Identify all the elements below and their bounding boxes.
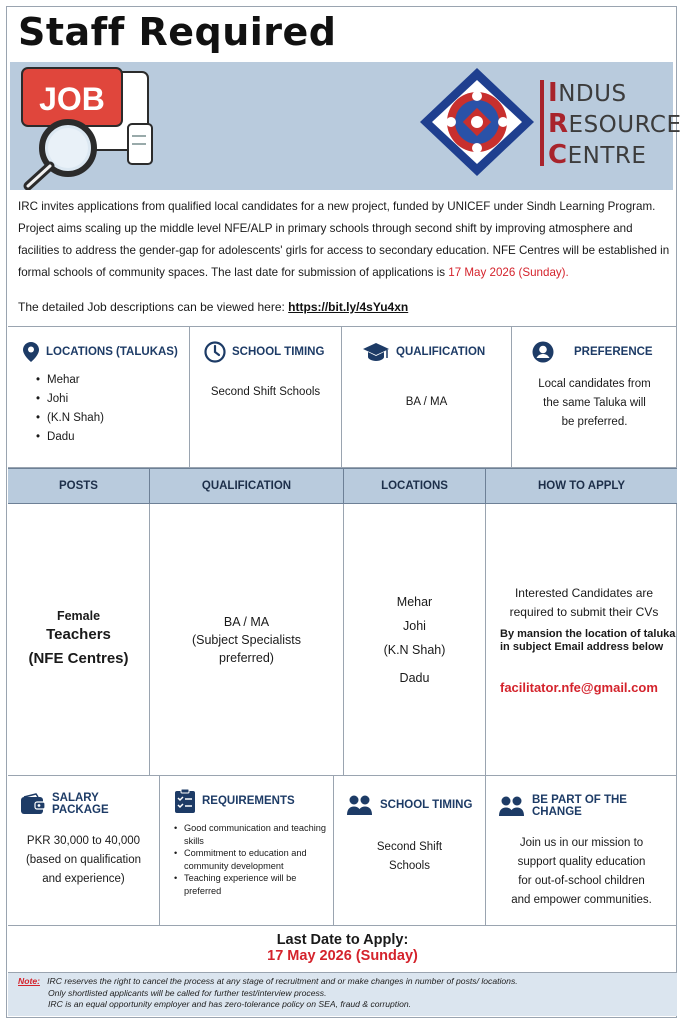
note-label: Note: [18, 976, 40, 986]
change-text: Join us in our mission to support quality education for out-of-school children and empower communities. [511, 837, 652, 906]
list-item: • Commitment to education and community development [174, 847, 329, 872]
locations-cell: Mehar Johi (K.N Shah) Dadu [344, 504, 486, 775]
locations-heading: LOCATIONS (TALUKAS) [46, 346, 178, 358]
change-heading: BE PART OF THE CHANGE [532, 794, 627, 818]
timing-bottom-text: Second Shift Schools [376, 841, 443, 872]
salary-card [8, 776, 160, 925]
footer-note [8, 972, 677, 1016]
deadline-date: 17 May 2026 (Sunday) [267, 948, 418, 964]
qualification-heading: QUALIFICATION [396, 346, 486, 358]
irc-logo-icon [418, 66, 536, 178]
timing-text: Second Shift Schools [210, 386, 321, 398]
header-qualification: QUALIFICATION [150, 469, 344, 503]
qualification-card [342, 327, 512, 468]
logo-divider [540, 80, 544, 166]
deadline-section [8, 927, 677, 973]
job-description-line: The detailed Job descriptions can be viewed here: https://bit.ly/4sYu4xn [18, 300, 409, 314]
list-item: • (K.N Shah) [36, 409, 189, 428]
table-row [8, 504, 677, 776]
location-pin-icon [22, 341, 40, 363]
preference-card [512, 327, 677, 468]
how-to-apply-cell [486, 504, 677, 775]
timing-bottom-heading: SCHOOL TIMING [380, 799, 473, 811]
apply-note: By mansion the location of taluka in subject Email address below [500, 628, 676, 653]
logo-wordmark: INDUS RESOURCE CENTRE [548, 78, 682, 170]
timing-heading: SCHOOL TIMING [232, 346, 325, 358]
salary-text: PKR 30,000 to 40,000 (based on qualification and experience) [25, 835, 142, 885]
apply-instructions: Interested Candidates are required to submit their CVs [509, 586, 659, 619]
locations-list [8, 363, 189, 447]
job-search-icon [20, 66, 160, 190]
note-line: IRC reserves the right to cancel the process at any stage of recruitment and or make changes in number of posts/ locations. [47, 976, 518, 986]
list-item: • Good communication and teaching skills [174, 822, 329, 847]
note-line: IRC is an equal opportunity employer and has zero-tolerance policy on SEA, fraud & corruption. [48, 999, 412, 1009]
posts-cell: Female Teachers (NFE Centres) [8, 504, 150, 775]
header-locations: LOCATIONS [344, 469, 486, 503]
header-how-to-apply: HOW TO APPLY [537, 480, 626, 492]
qualification-text: BA / MA [405, 396, 448, 408]
requirements-card [160, 776, 334, 925]
deadline-label: Last Date to Apply: [276, 932, 409, 948]
wallet-icon [20, 793, 46, 815]
timing-card-bottom [334, 776, 486, 925]
preference-heading: PREFERENCE [574, 346, 653, 358]
list-item: • Mehar [36, 371, 189, 390]
community-icon [498, 795, 526, 817]
info-cards-bottom [8, 776, 677, 926]
job-label: JOB [39, 81, 105, 117]
change-card [486, 776, 677, 925]
header-posts: POSTS [8, 469, 150, 503]
qualification-cell: BA / MA (Subject Specialists preferred) [150, 504, 344, 775]
list-item: • Dadu [36, 428, 189, 447]
requirements-heading: REQUIREMENTS [202, 795, 295, 807]
job-description-link[interactable]: https://bit.ly/4sYu4xn [288, 300, 409, 314]
list-item: • Johi [36, 390, 189, 409]
list-item: • Teaching experience will be preferred [174, 872, 329, 897]
timing-card [190, 327, 342, 468]
user-icon [532, 341, 554, 363]
people-icon [346, 794, 374, 816]
note-line: Only shortlisted applicants will be called for further test/interview process. [48, 987, 327, 998]
checklist-icon [174, 788, 196, 814]
apply-email[interactable]: facilitator.nfe@gmail.com [500, 680, 658, 695]
table-header [8, 468, 677, 504]
info-cards-top [8, 326, 677, 468]
intro-deadline: 17 May 2026 (Sunday). [448, 266, 569, 279]
page-title: Staff Required [18, 10, 337, 54]
preference-text: Local candidates from the same Taluka will be preferred. [538, 378, 651, 428]
clock-icon [204, 341, 226, 363]
graduation-cap-icon [362, 341, 390, 363]
requirements-list [160, 814, 333, 897]
salary-heading: SALARY PACKAGE [52, 792, 109, 816]
intro-paragraph: IRC invites applications from qualified local candidates for a new project, funded by UNICEF under Sindh Learning Program. Project aims scaling up the middle level NFE/ALP in primary schools through second shift by improving atmosphere and facilities to address the gender-gap for adolescents' girls for access to secondary education. NFE Centres will be established in formal schools of community spaces. The last date for submission of applications is 17 May 2026 (Sunday). [18, 200, 670, 279]
locations-card [8, 327, 190, 468]
